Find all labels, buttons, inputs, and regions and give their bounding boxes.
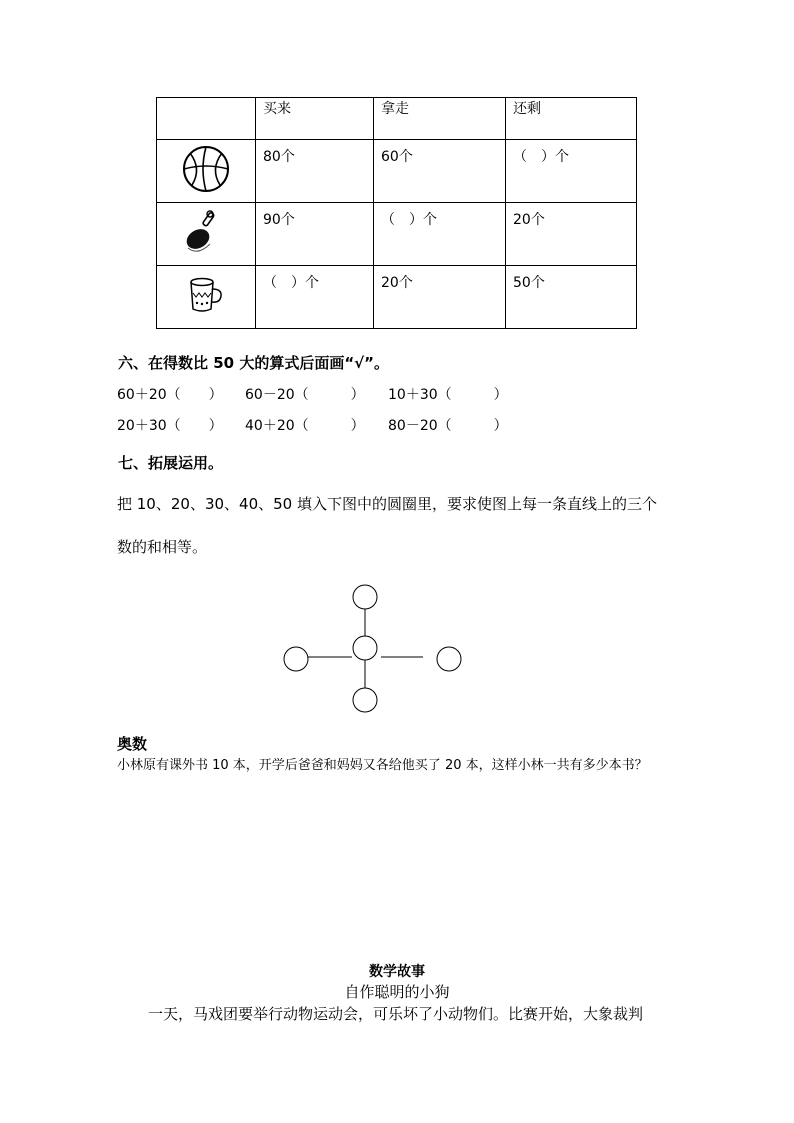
blank-circle-left[interactable] xyxy=(284,647,308,671)
row-image-cell xyxy=(157,140,256,203)
expression-item: 60－20（ ） xyxy=(245,387,365,403)
header-taken: 拿走 xyxy=(374,98,506,140)
cell-taken: 60个 xyxy=(374,140,506,203)
row-image-cell xyxy=(157,203,256,266)
blank-circle-right[interactable] xyxy=(437,647,461,671)
section7-paragraph-line1: 把 10、20、30、40、50 填入下图中的圆圈里，要求使图上每一条直线上的三个 xyxy=(117,495,657,513)
blank-circle-bottom[interactable] xyxy=(353,688,377,712)
section7-paragraph-line2: 数的和相等。 xyxy=(117,538,208,556)
expression-item: 20＋30（ ） xyxy=(117,418,223,434)
header-left: 还剩 xyxy=(506,98,637,140)
cell-bought: 80个 xyxy=(256,140,374,203)
olympiad-question: 小林原有课外书 10 本，开学后爸爸和妈妈又各给他买了 20 本，这样小林一共有多少本书？ xyxy=(117,758,648,773)
table-header-row xyxy=(157,98,637,140)
story-subtitle: 自作聪明的小狗 xyxy=(344,983,450,1001)
table-row xyxy=(157,266,637,329)
cell-bought: （ ）个 xyxy=(256,266,374,329)
cell-left: （ ）个 xyxy=(506,140,637,203)
ping-pong-paddle-icon xyxy=(180,206,232,258)
cell-taken: （ ）个 xyxy=(374,203,506,266)
cup-icon xyxy=(184,273,228,317)
table-row xyxy=(157,203,637,266)
row-image-cell xyxy=(157,266,256,329)
cell-left: 20个 xyxy=(506,203,637,266)
table-row xyxy=(157,140,637,203)
expression-item: 80－20（ ） xyxy=(388,418,508,434)
cell-left: 50个 xyxy=(506,266,637,329)
section6-title: 六、在得数比 50 大的算式后面画“√”。 xyxy=(118,354,390,372)
expression-item: 10＋30（ ） xyxy=(388,387,508,403)
cell-bought: 90个 xyxy=(256,203,374,266)
blank-circle-center[interactable] xyxy=(353,636,377,660)
story-text: 一天，马戏团要举行动物运动会，可乐坏了小动物们。比赛开始，大象裁判 xyxy=(148,1005,644,1023)
basketball-icon xyxy=(180,143,232,195)
section7-title: 七、拓展运用。 xyxy=(118,454,224,472)
expression-item: 60＋20（ ） xyxy=(117,387,223,403)
cell-taken: 20个 xyxy=(374,266,506,329)
expression-item: 40＋20（ ） xyxy=(245,418,365,434)
story-title: 数学故事 xyxy=(369,964,425,980)
blank-circle-top[interactable] xyxy=(353,585,377,609)
olympiad-title: 奥数 xyxy=(117,735,148,753)
header-bought: 买来 xyxy=(256,98,374,140)
circle-diagram xyxy=(280,580,470,720)
goods-table xyxy=(156,97,637,329)
header-cell-empty xyxy=(157,98,256,140)
